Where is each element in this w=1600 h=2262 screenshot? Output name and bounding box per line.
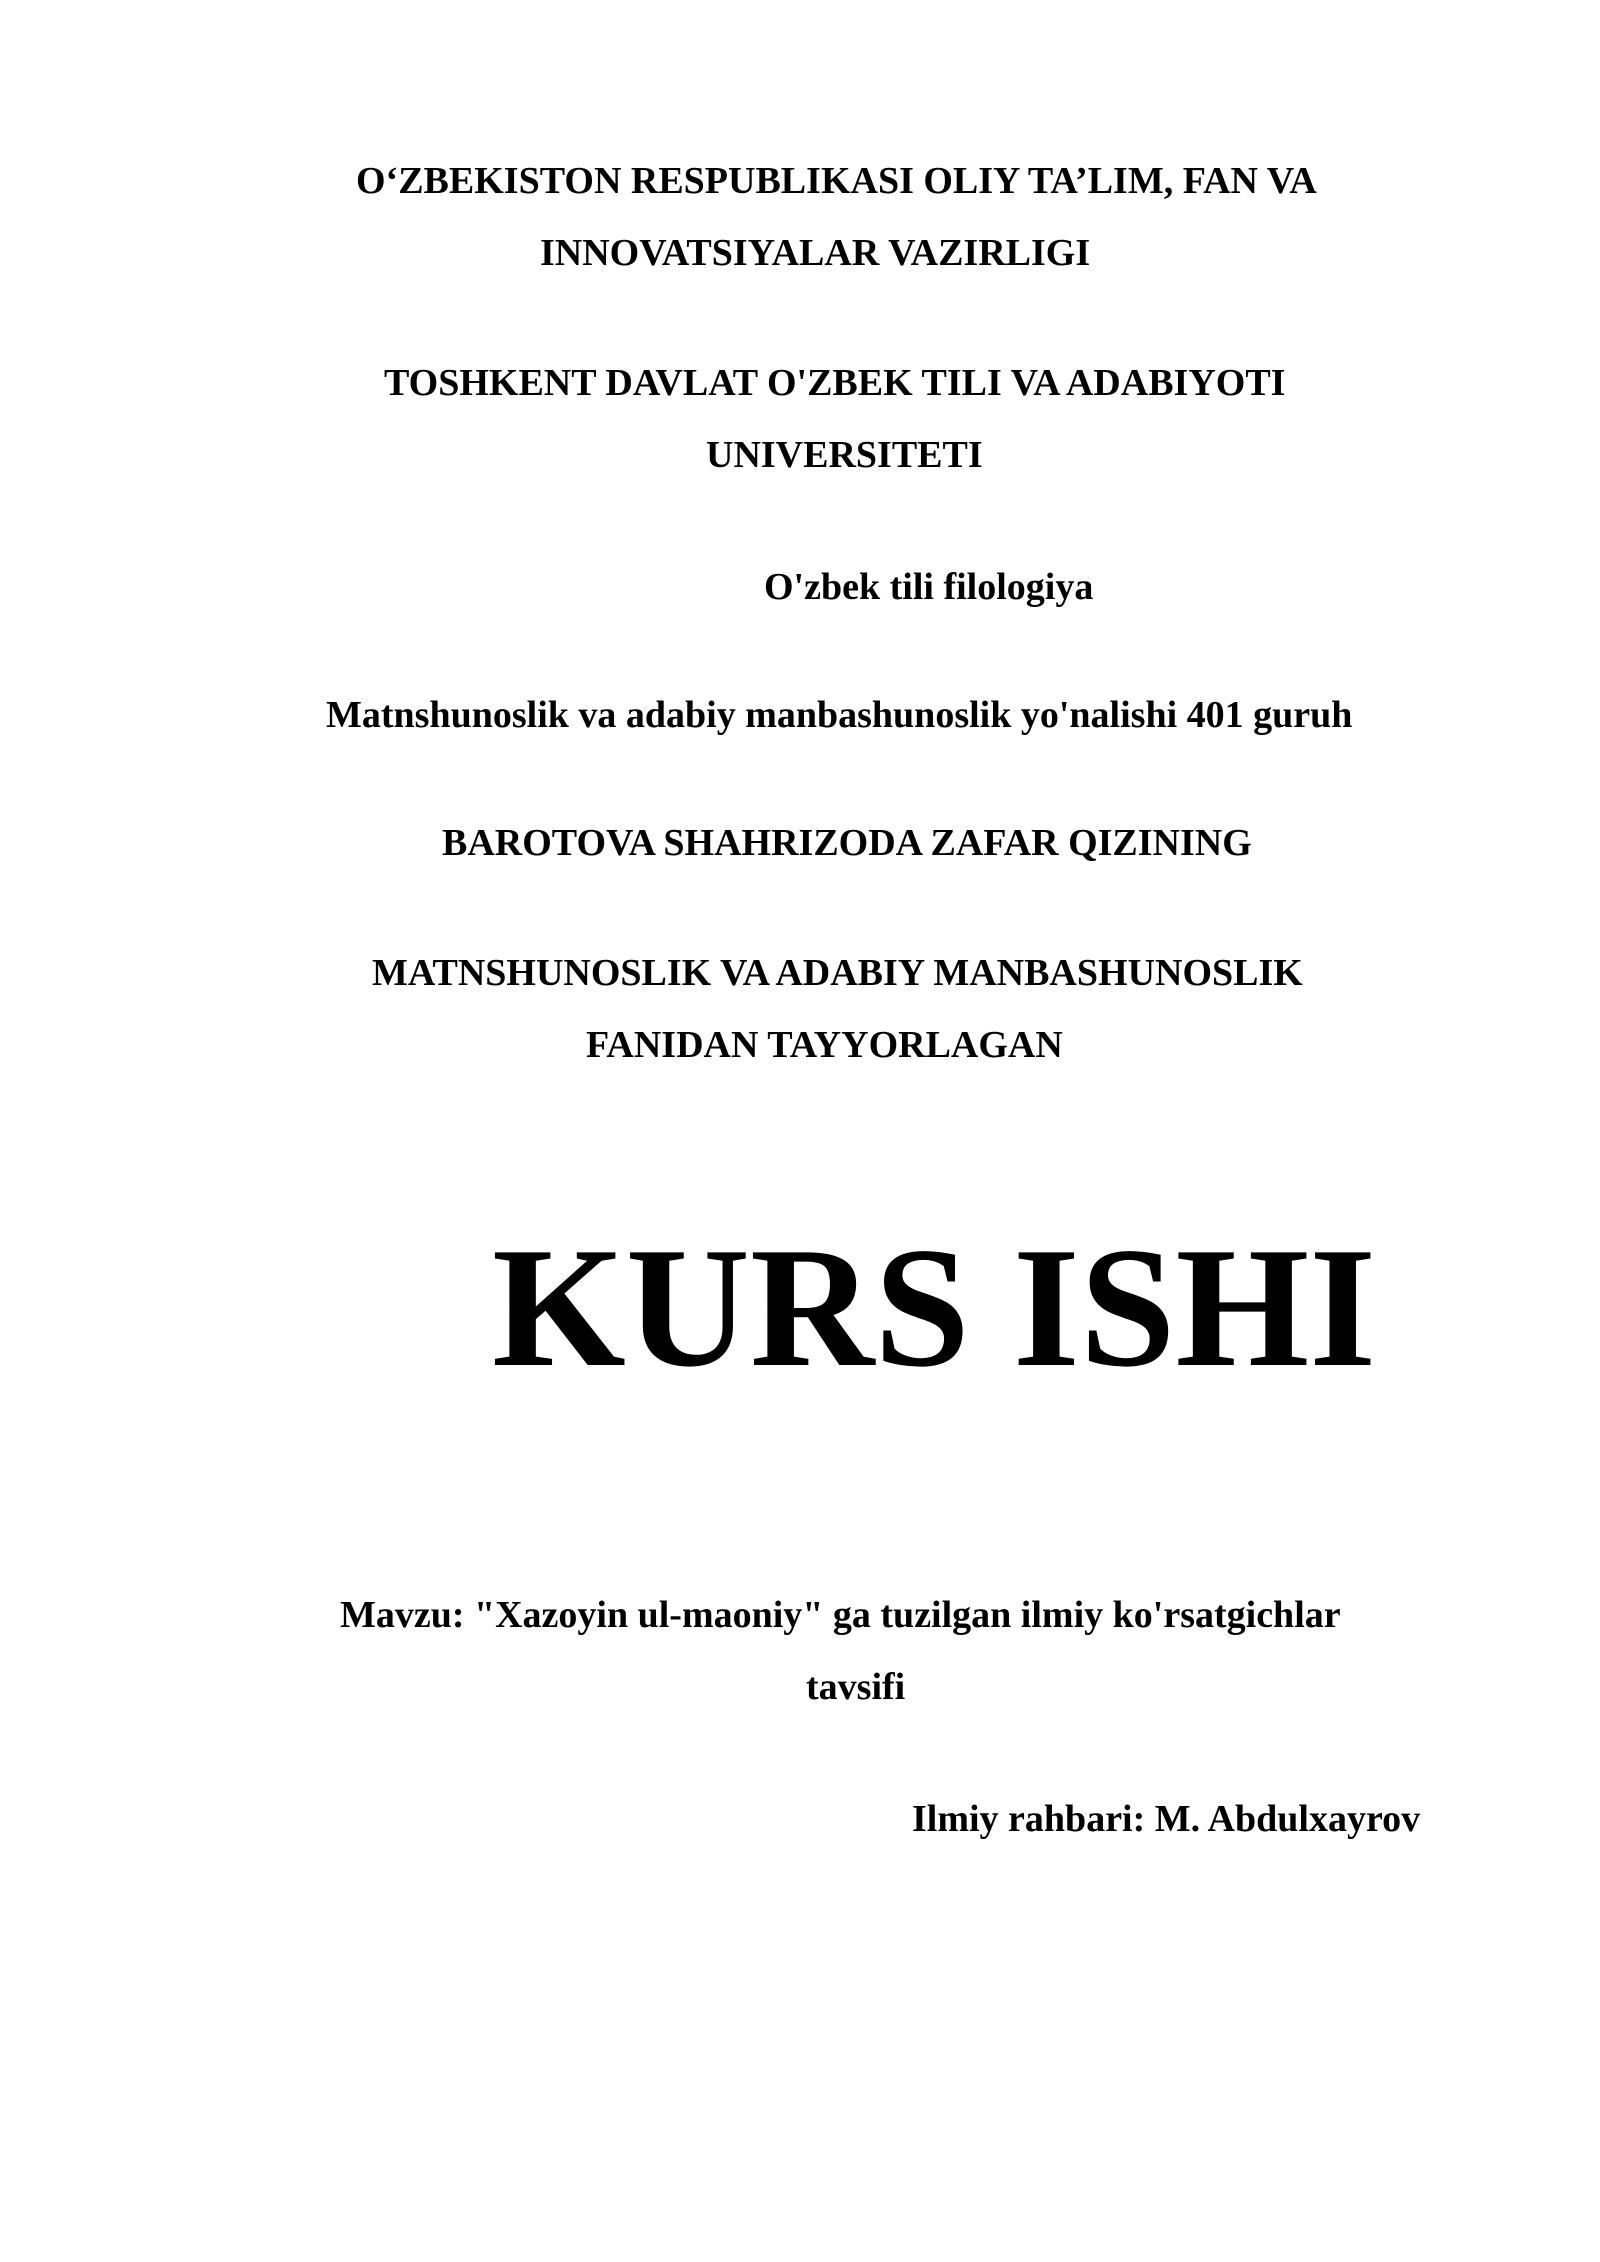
ministry-line-2: INNOVATSIYALAR VAZIRLIGI <box>540 232 1091 274</box>
subject-line-2: FANIDAN TAYYORLAGAN <box>586 1024 1063 1066</box>
university-line-2: UNIVERSITETI <box>706 434 983 476</box>
ministry-line-1: O‘ZBEKISTON RESPUBLIKASI OLIY TA’LIM, FAN VA <box>356 160 1317 202</box>
supervisor-line: Ilmiy rahbari: M. Abdulxayrov <box>912 1798 1421 1840</box>
subject-line-1: MATNSHUNOSLIK VA ADABIY MANBASHUNOSLIK <box>372 952 1303 994</box>
topic-line-2: tavsifi <box>806 1666 906 1708</box>
university-line-1: TOSHKENT DAVLAT O'ZBEK TILI VA ADABIYOTI <box>384 362 1286 404</box>
document-title: KURS ISHI <box>492 1213 1377 1403</box>
faculty-line: O'zbek tili filologiya <box>764 566 1094 608</box>
student-name: BAROTOVA SHAHRIZODA ZAFAR QIZINING <box>442 822 1252 864</box>
direction-line: Matnshunoslik va adabiy manbashunoslik yo'nalishi 401 guruh <box>326 694 1353 736</box>
topic-line-1: Mavzu: "Xazoyin ul-maoniy" ga tuzilgan ilmiy ko'rsatgichlar <box>340 1594 1341 1636</box>
